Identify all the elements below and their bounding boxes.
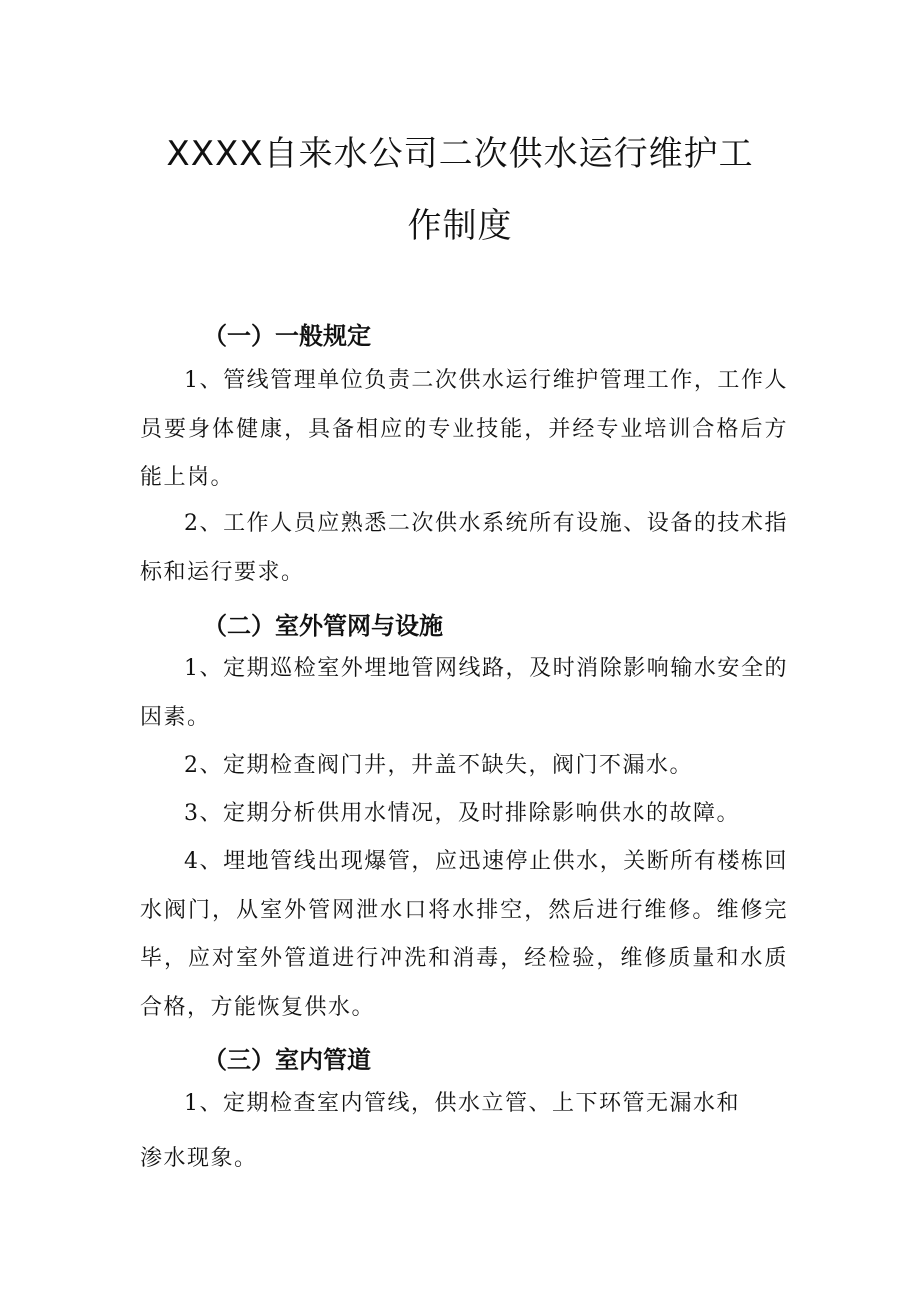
paragraph-indoor-1: 1、定期检查室内管线，供水立管、上下环管无漏水和 — [184, 1091, 740, 1116]
paragraph-outdoor-2: 2、定期检查阀门井，井盖不缺失，阀门不漏水。 — [184, 753, 693, 778]
paragraph-general-2: 2、工作人员应熟悉二次供水系统所有设施、设备的技术指标和运行要求。 — [140, 511, 788, 585]
paragraph-indoor-1-continued: 渗水现象。 — [140, 1146, 258, 1171]
section-heading-outdoor-network: （二）室外管网与设施 — [203, 612, 443, 640]
section-heading-general: （一）一般规定 — [203, 322, 371, 350]
document-title-line-1: XXXX自来水公司二次供水运行维护工 — [166, 134, 754, 174]
document-title-line-2: 作制度 — [407, 206, 513, 246]
paragraph-outdoor-1: 1、定期巡检室外埋地管网线路，及时消除影响输水安全的因素。 — [140, 656, 788, 730]
section-heading-indoor-pipes: （三）室内管道 — [203, 1046, 371, 1074]
paragraph-general-1: 1、管线管理单位负责二次供水运行维护管理工作，工作人员要身体健康，具备相应的专业技能，并经专业培训合格后方能上岗。 — [140, 368, 788, 490]
paragraph-outdoor-4: 4、埋地管线出现爆管，应迅速停止供水，关断所有楼栋回水阀门，从室外管网泄水口将水排空，然后进行维修。维修完毕，应对室外管道进行冲洗和消毒，经检验，维修质量和水质合格，方能恢复供水。 — [140, 849, 788, 1020]
paragraph-outdoor-3: 3、定期分析供用水情况，及时排除影响供水的故障。 — [184, 801, 740, 826]
